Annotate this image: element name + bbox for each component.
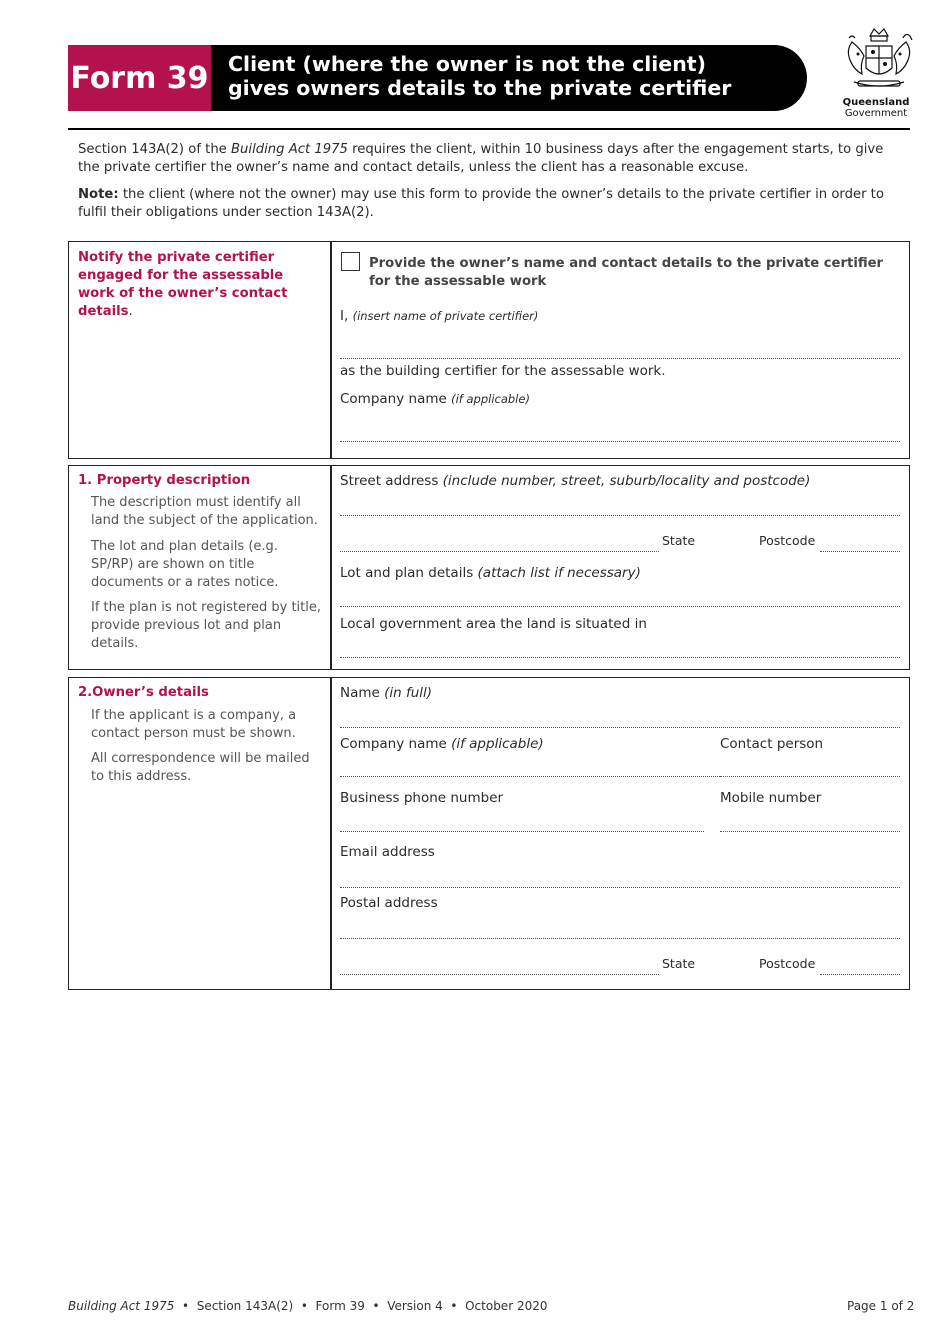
property-note-1: The description must identify all land the subject of the application. <box>91 495 318 528</box>
column-divider <box>330 242 332 458</box>
email-label: Email address <box>340 844 435 860</box>
mobile-number-label: Mobile number <box>720 790 822 806</box>
owner-name-label: Name (in full) <box>340 685 433 701</box>
owner-state-label: State <box>662 956 696 971</box>
contact-person-field[interactable] <box>720 776 900 777</box>
owner-company-field[interactable] <box>340 776 732 777</box>
notify-heading: Notify the private certifier engaged for the assessable work of the owner’s contact details. <box>78 250 288 319</box>
owner-postcode-label: Postcode <box>759 956 816 971</box>
postal-address-label: Postal address <box>340 895 438 911</box>
column-divider <box>330 466 332 669</box>
certifier-name-label: I, (insert name of private certifier) <box>340 308 539 324</box>
street-address-field-2[interactable] <box>340 551 659 552</box>
contact-person-label: Contact person <box>720 736 824 752</box>
footer-reference: Building Act 1975 • Section 143A(2) • Form 39 • Version 4 • October 2020 <box>68 1299 548 1313</box>
intro-note: Note: the client (where not the owner) may use this form to provide the owner’s details to the private certifier in order to fulfil their obligations under section 143A(2). <box>78 187 884 220</box>
lot-plan-field[interactable] <box>340 606 900 607</box>
queensland-wordmark: Queensland <box>842 97 910 108</box>
postal-address-field-2[interactable] <box>340 974 659 975</box>
owner-note-2: All correspondence will be mailed to this address. <box>91 751 310 784</box>
mobile-number-field[interactable] <box>720 831 900 832</box>
email-field[interactable] <box>340 887 900 888</box>
state-label: State <box>662 533 696 548</box>
owner-company-label: Company name (if applicable) <box>340 736 544 752</box>
owner-note-1: If the applicant is a company, a contact person must be shown. <box>91 708 297 741</box>
form-title-line-1: Client (where the owner is not the client) <box>228 52 706 76</box>
owner-heading: 2.Owner’s details <box>78 685 209 700</box>
street-address-field[interactable] <box>340 515 900 516</box>
as-certifier-text: as the building certifier for the assessable work. <box>340 363 666 379</box>
property-heading: 1. Property description <box>78 473 251 488</box>
business-phone-field[interactable] <box>340 831 704 832</box>
lga-label: Local government area the land is situated in <box>340 616 647 632</box>
business-phone-label: Business phone number <box>340 790 504 806</box>
owner-postcode-field[interactable] <box>820 974 900 975</box>
act-name: Building Act 1975 <box>231 142 348 157</box>
header-rule <box>68 128 910 130</box>
form-title <box>211 45 807 111</box>
notify-checkbox-label: Provide the owner’s name and contact details to the private certifier for the assessable work <box>369 256 884 289</box>
notify-checkbox[interactable] <box>341 252 360 271</box>
property-note-2: The lot and plan details (e.g. SP/RP) are shown on title documents or a rates notice. <box>91 539 279 590</box>
government-wordmark: Government <box>844 108 908 119</box>
notify-section <box>68 241 910 459</box>
lot-plan-label: Lot and plan details (attach list if necessary) <box>340 565 641 581</box>
property-note-3: If the plan is not registered by title, provide previous lot and plan details. <box>91 600 322 651</box>
form-title-line-2: gives owners details to the private certifier <box>228 76 732 100</box>
certifier-name-field[interactable] <box>340 358 900 359</box>
lga-field[interactable] <box>340 657 900 658</box>
column-divider <box>330 678 332 989</box>
certifier-company-field[interactable] <box>340 441 900 442</box>
owner-name-field[interactable] <box>340 727 900 728</box>
form-number-badge: Form 39 <box>68 45 211 111</box>
postal-address-field[interactable] <box>340 938 900 939</box>
note-label: Note: <box>78 187 119 202</box>
certifier-company-label: Company name (if applicable) <box>340 391 530 407</box>
page-number: Page 1 of 2 <box>847 1299 915 1313</box>
property-section <box>68 465 910 670</box>
postcode-field[interactable] <box>820 551 900 552</box>
owner-section <box>68 677 910 990</box>
postcode-label: Postcode <box>759 533 816 548</box>
street-address-label: Street address (include number, street, suburb/locality and postcode) <box>340 473 811 489</box>
intro-paragraph: Section 143A(2) of the Building Act 1975 requires the client, within 10 business days after the engagement starts, to give the private certifier the owner’s name and contact details, unless the client has a reasonable excuse. <box>78 142 884 175</box>
queensland-crest-icon <box>840 26 918 96</box>
